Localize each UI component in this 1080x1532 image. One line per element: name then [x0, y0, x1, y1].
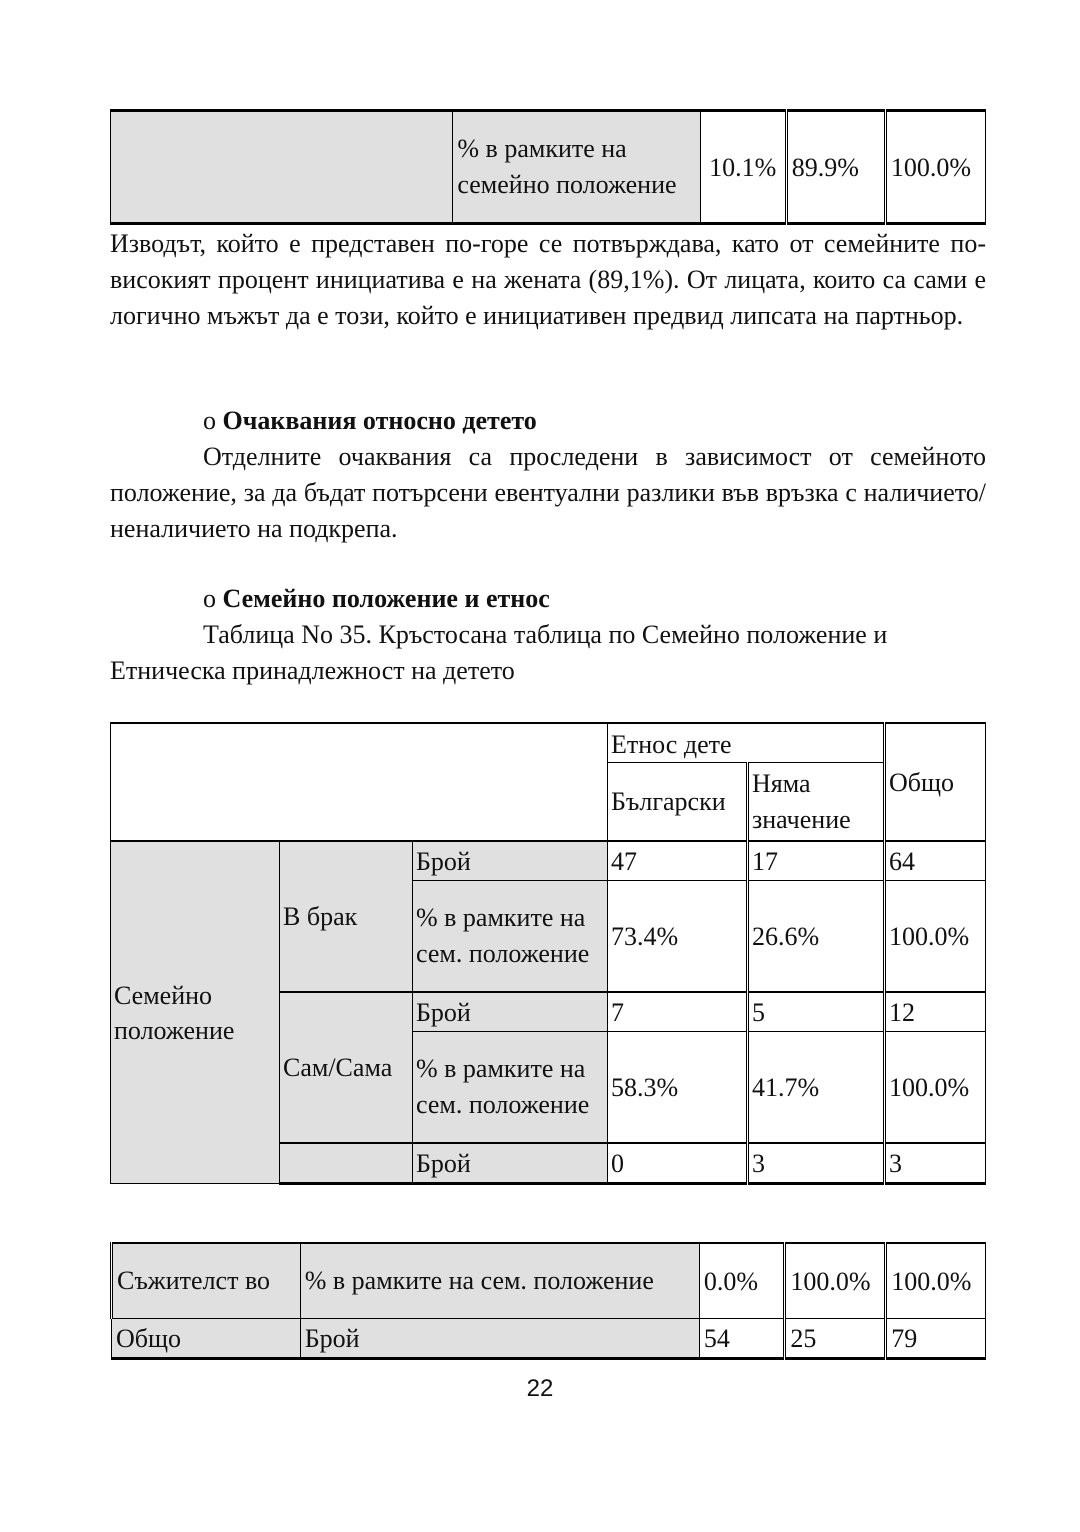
- row-label: % в рамките на семейно положение: [453, 111, 700, 224]
- value-cell: 25: [785, 1319, 886, 1359]
- value-cell: 26.6%: [748, 881, 885, 993]
- row-label-total: Общо: [112, 1319, 301, 1359]
- value-cell: 10.1%: [700, 111, 786, 224]
- value-cell: 41.7%: [748, 1032, 885, 1144]
- value-cell: 12: [885, 992, 986, 1032]
- value-cell: 100.0%: [885, 111, 985, 224]
- value-cell: 3: [885, 1143, 986, 1184]
- value-cell: 100.0%: [785, 1243, 886, 1319]
- paragraph: Изводът, който е представен по-горе се потвърждава, като от семейните по-високият процент инициатива е на жената (89,1%). От лицата, които са сами е логично мъжът да е този, който е инициативен предвид липсата на партньор.: [110, 229, 986, 330]
- value-cell: 0.0%: [699, 1243, 785, 1319]
- value-cell: 17: [748, 841, 885, 881]
- section-heading: [203, 581, 550, 617]
- value-cell: 89.9%: [786, 111, 885, 224]
- empty-cell: [111, 111, 453, 224]
- row-sublabel: % в рамките на сем. положение: [300, 1243, 699, 1319]
- value-cell: 100.0%: [885, 881, 986, 993]
- table-row: [112, 1243, 986, 1319]
- table-row: [111, 723, 986, 763]
- row-sublabel: Брой: [413, 992, 608, 1032]
- row-sublabel: % в рамките на сем. положение: [413, 1032, 608, 1144]
- table-35: [110, 722, 986, 1185]
- table-35-continuation: [110, 1242, 986, 1360]
- value-cell: 5: [748, 992, 885, 1032]
- value-cell: 54: [699, 1319, 785, 1359]
- table-row: [111, 111, 986, 224]
- page-number: 22: [526, 1375, 554, 1402]
- table-row: [111, 841, 986, 881]
- value-cell: 47: [608, 841, 748, 881]
- section-title: Очаквания относно детето: [222, 406, 537, 435]
- value-cell: 3: [748, 1143, 885, 1184]
- row-sublabel: Брой: [300, 1319, 699, 1359]
- table-row: [112, 1319, 986, 1359]
- column-group-header: Етнос дете: [608, 723, 885, 763]
- value-cell: 64: [885, 841, 986, 881]
- column-header-total: Общо: [885, 723, 986, 841]
- row-group-label: Семейно положение: [111, 841, 280, 1184]
- paragraph: Отделните очаквания са проследени в зависимост от семейното положение, за да бъдат потърсени евентуални разлики във връзка с наличието/неналичието на подкрепа.: [110, 442, 986, 543]
- row-sublabel: % в рамките на сем. положение: [413, 881, 608, 993]
- table-caption: Таблица No 35. Кръстосана таблица по Семейно положение и Етническа принадлежност на детето: [110, 620, 888, 685]
- row-sublabel: Брой: [413, 841, 608, 881]
- row-label-single: Сам/Сама: [280, 992, 413, 1143]
- value-cell: 73.4%: [608, 881, 748, 993]
- value-cell: 100.0%: [885, 1032, 986, 1144]
- value-cell: 7: [608, 992, 748, 1032]
- empty-cell: [280, 1143, 413, 1184]
- section-heading: [203, 403, 537, 439]
- value-cell: 58.3%: [608, 1032, 748, 1144]
- value-cell: 0: [608, 1143, 748, 1184]
- column-header-bulgarian: Български: [608, 763, 748, 842]
- bullet-marker: o: [203, 406, 216, 435]
- value-cell: 79: [886, 1319, 986, 1359]
- row-label-married: В брак: [280, 841, 413, 992]
- empty-header-cell: [111, 723, 608, 841]
- row-label-cohab: Съжителст во: [112, 1243, 301, 1319]
- table-top-fragment: [110, 109, 986, 225]
- value-cell: 100.0%: [886, 1243, 986, 1319]
- section-title: Семейно положение и етнос: [222, 584, 550, 613]
- bullet-marker: o: [203, 584, 216, 613]
- row-sublabel: Брой: [413, 1143, 608, 1184]
- column-header-no-matter: Няма значение: [748, 763, 885, 842]
